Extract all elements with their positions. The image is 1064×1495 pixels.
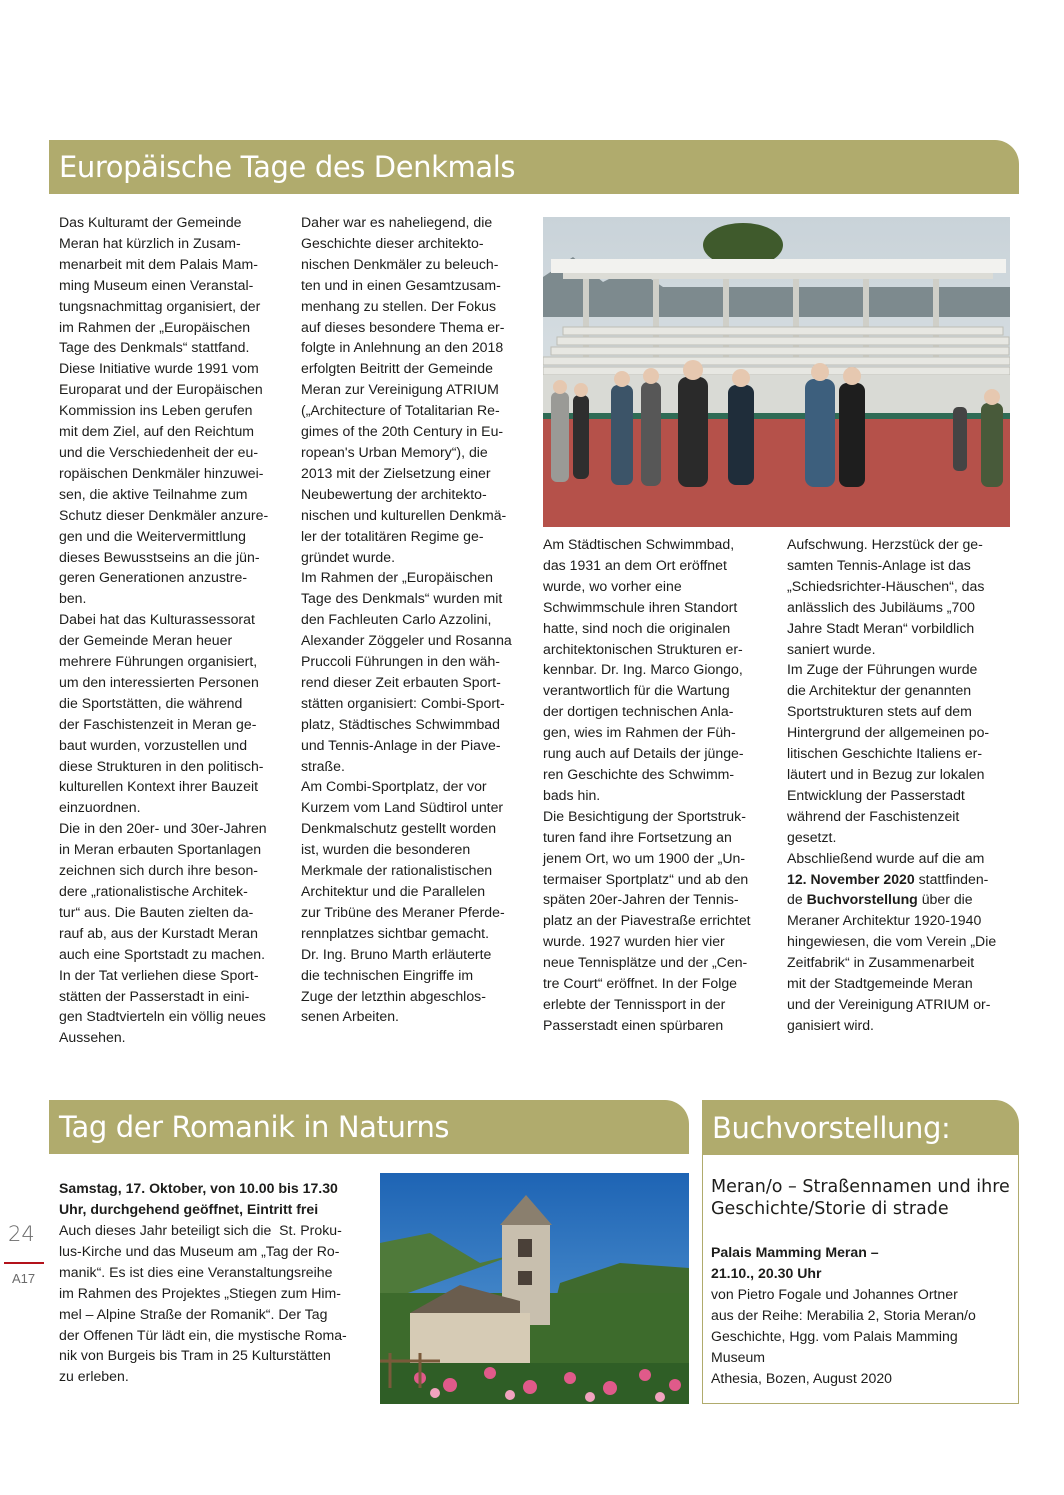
church-photo bbox=[380, 1173, 689, 1404]
section-heading-romanik: Tag der Romanik in Naturns bbox=[49, 1100, 689, 1154]
stadium-photo bbox=[543, 217, 1010, 527]
book-presentation-emphasis: Buchvorstellung bbox=[806, 891, 918, 908]
book-event: Palais Mamming Meran – 21.10., 20.30 Uhr bbox=[711, 1244, 879, 1281]
page-marker-rule bbox=[4, 1262, 44, 1264]
romanik-lead: Samstag, 17. Oktober, von 10.00 bis 17.30 Uhr, durchgehend geöffnet, Eintritt frei bbox=[59, 1180, 338, 1217]
romanik-body: Auch dieses Jahr beteiligt sich die St. Proku- lus-Kirche und das Museum am „Tag der Ro- manik“. Es ist dies eine Veranstaltungsreihe im Rahmen des Projektes „Stiegen zum Him- mel – Alpine Straße der Romanik“. Der Tag der Offenen Tür lädt ein, die mystische Roma- nik von Burgeis bis Tram in 25 Kulturstätten zu erleben. bbox=[59, 1222, 347, 1385]
column-4-text-a: Aufschwung. Herzstück der ge- samten Tennis-Anlage ist das „Schiedsrichter-Häuschen“, das anlässlich des Jubiläums „700 Jahre Stadt Meran“ vorbildlich saniert wurde. Im Zuge der Führungen wurde die Architektur der genannten Sportstrukturen stets auf dem Hintergrund der allgemeinen po- litischen Geschichte Italiens er- läutert und in Bezug zur lokalen Entwicklung der Passerstadt während der Faschistenzeit gesetzt. Abschließend wurde auf die am bbox=[787, 536, 990, 866]
column-4-text-c: über die Meraner Architektur 1920-1940 hingewiesen, die vom Verein „Die Zeitfabrik“ in Zusammenarbeit mit der Stadtgemeinde Meran und der Vereinigung ATRIUM or- ganisiert wird. bbox=[787, 891, 997, 1033]
article-column-4 bbox=[787, 534, 996, 1036]
article-column-3: Am Städtischen Schwimmbad, das 1931 an dem Ort eröffnet wurde, wo vorher eine Schwimmschule ihren Standort hatte, sind noch die originalen architektonischen Strukturen er- kennbar. Dr. Ing. Marco Giongo, verantwortlich für die Wartung der dortigen technischen Anla- gen, wies im Rahmen der Füh- rung auch auf Details der jünge- ren Geschichte des Schwimm- bads hin. Die Besichtigung der Sportstruk- turen fand ihre Fortsetzung an jenem Ort, wo um 1900 der „Un- termaiser Sportplatz“ und ab den späten 20er-Jahren der Tennis- platz an der Piavestraße errichtet wurde. 1927 wurden hier vier neue Tennisplätze und der „Cen- tre Court“ eröffnet. In der Folge erlebte der Tennissport in der Passerstadt einen spürbaren bbox=[543, 536, 751, 1033]
book-title: Meran/o – Straßennamen und ihre Geschichte/Storie di strade bbox=[711, 1177, 1010, 1219]
book-details: von Pietro Fogale und Johannes Ortner aus der Reihe: Merabilia 2, Storia Meran/o Geschichte, Hgg. vom Palais Mamming Museum Athesia, Bozen, August 2020 bbox=[711, 1286, 976, 1386]
article-column-2: Daher war es naheliegend, die Geschichte dieser architekto- nischen Denkmäler zu beleuch- ten und in einen Gesamtzusam- menhang zu stellen. Der Fokus auf dieses besondere Thema er- folgte in Anlehnung an den 2018 erfolgten Beitritt der Gemeinde Meran zur Vereinigung ATRIUM („Architecture of Totalitarian Re- gimes of the 20th Century in Eu- ropean's Urban Memory“), die 2013 mit der Zielsetzung einer Neubewertung der architekto- nischen und kulturellen Denkmä- ler der totalitären Regime ge- gründet wurde. Im Rahmen der „Europäischen Tage des Denkmals“ wurden mit den Fachleuten Carlo Azzolini, Alexander Zöggeler und Rosanna Pruccoli Führungen in den wäh- rend dieser Zeit erbauten Sport- stätten organisiert: Combi-Sport- platz, Städtisches Schwimmbad und Tennis-Anlage in der Piave- straße. Am Combi-Sportplatz, der vor Kurzem vom Land Südtirol unter Denkmalschutz gestellt worden ist, wurden die besonderen Merkmale der rationalistischen Architektur und die Parallelen zur Tribüne des Meraner Pferde- rennplatzes sichtbar gemacht. Dr. Ing. Bruno Marth erläuterte die technischen Eingriffe im Zuge der letzthin abgeschlos- senen Arbeiten. bbox=[301, 214, 512, 1025]
section-heading-buchvorstellung: Buchvorstellung: bbox=[702, 1100, 1019, 1155]
article-column-1: Das Kulturamt der Gemeinde Meran hat kürzlich in Zusam- menarbeit mit dem Palais Mam- ming Museum einen Veranstal- tungsnachmittag organisiert, der im Rahmen der „Europäischen Tage des Denkmals“ stattfand. Diese Initiative wurde 1991 vom Europarat und der Europäischen Kommission ins Leben gerufen mit dem Ziel, auf den Reichtum und die Verschiedenheit der eu- ropäischen Denkmäler hinzuwei- sen, die aktive Teilnahme zum Schutz dieser Denkmäler anzure- gen und die Weitervermittlung dieses Bewusstseins an die jün- geren Generationen anzustre- ben. Dabei hat das Kulturassessorat der Gemeinde Meran heuer mehrere Führungen organisiert, um den interessierten Personen die Sportstätten, die während der Faschistenzeit in Meran ge- baut wurden, vorzustellen und diese Strukturen in den politisch- kulturellen Kontext ihrer Bauzeit einzuordnen. Die in den 20er- und 30er-Jahren in Meran erbauten Sportanlagen zeichnen sich durch ihre beson- dere „rationalistische Architek- tur“ aus. Die Bauten zielten da- rauf ab, aus der Kurstadt Meran auch eine Sportstadt zu machen. In der Tat verliehen diese Sport- stätten der Passerstadt in eini- gen Stadtvierteln ein völlig neues Aussehen. bbox=[59, 214, 269, 1046]
page-number: 24 bbox=[8, 1222, 35, 1246]
column-4-text-b: stattfinden- de bbox=[787, 870, 989, 908]
section-heading-denkmals: Europäische Tage des Denkmals bbox=[49, 140, 1019, 194]
page-code: A17 bbox=[12, 1271, 36, 1286]
book-date-emphasis: 12. November 2020 bbox=[787, 870, 915, 887]
